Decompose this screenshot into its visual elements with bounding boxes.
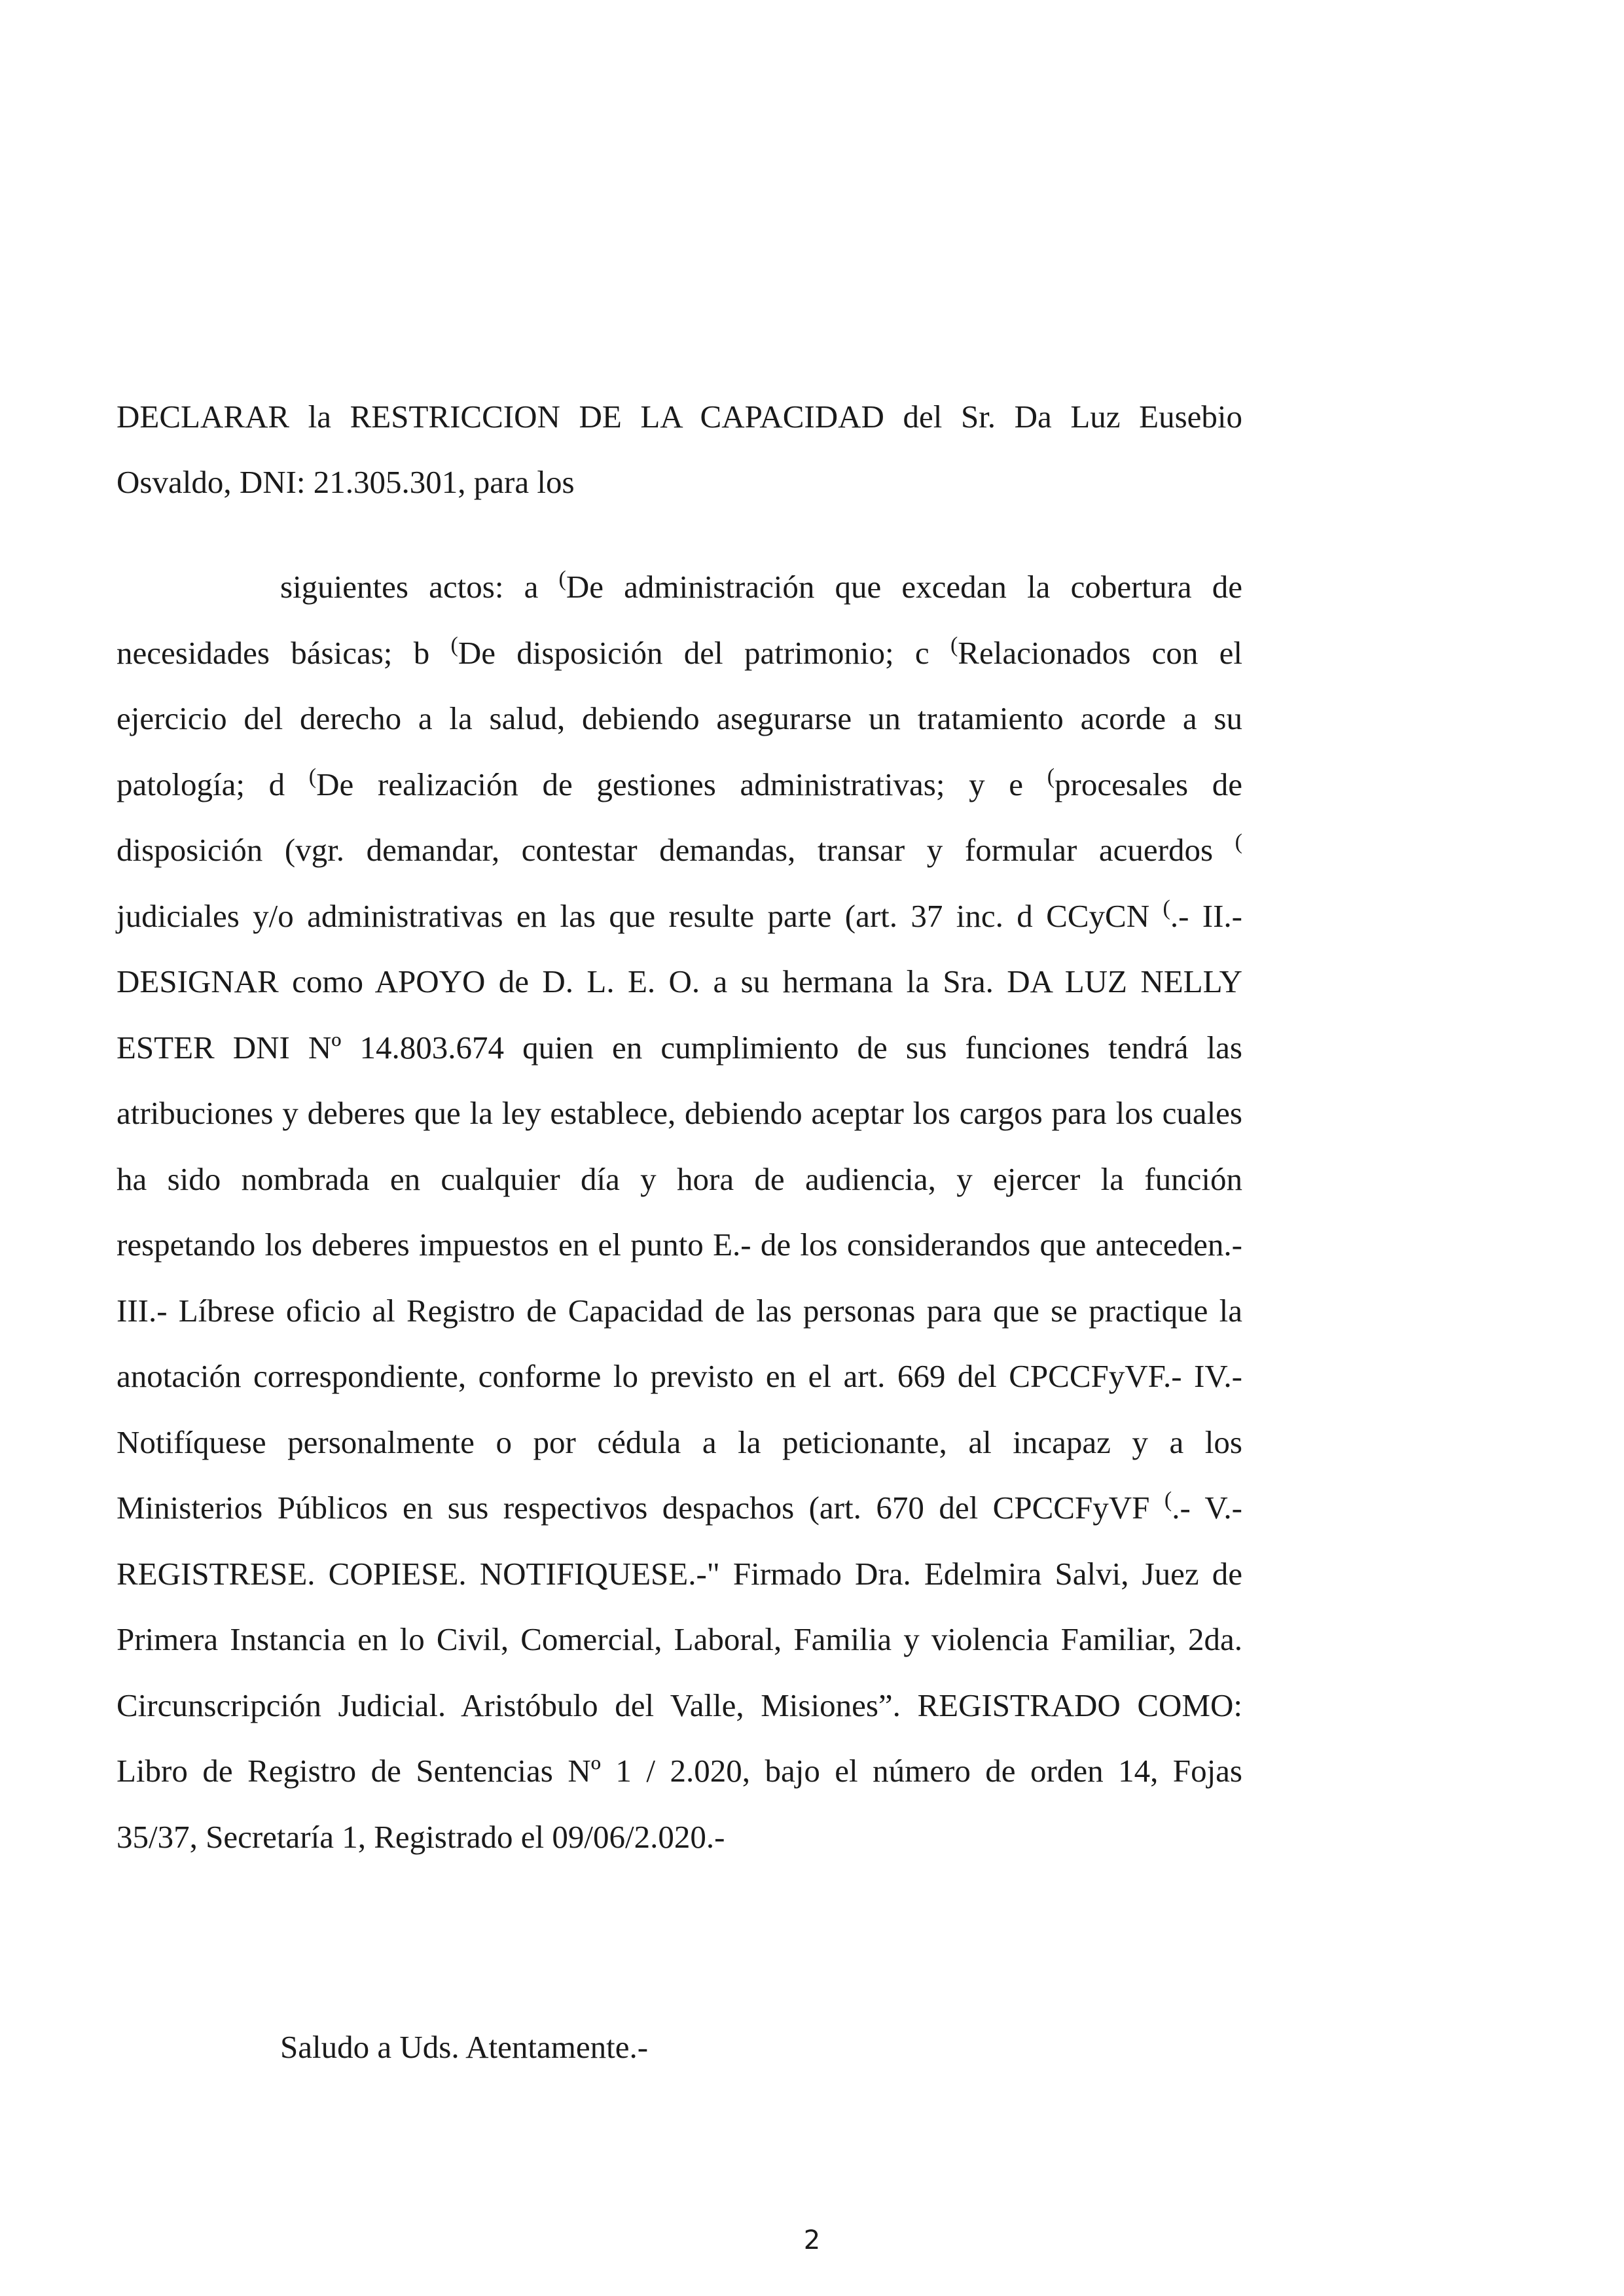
line-text: procesales de [1055, 766, 1243, 802]
line-text: Libro de Registro de Sentencias Nº 1 / 2.020, bajo el número de orden 14, Fojas [117, 1753, 1242, 1789]
line-text: REGISTRESE. COPIESE. NOTIFIQUESE.-" Firmado Dra. Edelmira Salvi, Juez de [117, 1556, 1242, 1592]
paragraph-line: DECLARAR la RESTRICCION DE LA CAPACIDAD del Sr. Da Luz Eusebio [117, 399, 1242, 435]
line-text: DESIGNAR como APOYO de D. L. E. O. a su hermana la Sra. DA LUZ NELLY [117, 963, 1242, 999]
line-text: Notifíquese personalmente o por cédula a la peticionante, al incapaz y a los [117, 1424, 1242, 1460]
line-text: siguientes actos: a [280, 569, 559, 605]
line-text: anotación correspondiente, conforme lo previsto en el art. 669 del CPCCFyVF.- IV.- [117, 1358, 1242, 1394]
line-text: judiciales y/o administrativas en las que resulte parte (art. 37 inc. d CCyCN [117, 898, 1163, 934]
line-text: De administración que excedan la cobertura de [566, 569, 1242, 605]
line-text: respetando los deberes impuestos en el punto E.- de los considerandos que anteceden.- [117, 1227, 1242, 1263]
paragraph-line [117, 1554, 1242, 1594]
line-text: ESTER DNI Nº 14.803.674 quien en cumplimiento de sus funciones tendrá las [117, 1030, 1242, 1066]
page-number: 2 [803, 2225, 821, 2255]
line-text: disposición (vgr. demandar, contestar demandas, transar y formular acuerdos [117, 832, 1235, 868]
paragraph-line [117, 765, 1242, 804]
paragraph-line [280, 567, 1242, 607]
paragraph-line [117, 1686, 1242, 1725]
paragraph-line [117, 1291, 1242, 1331]
line-text: De realización de gestiones administrativas; y e [316, 766, 1047, 802]
paren-mark: ( [950, 633, 958, 657]
paren-mark: ( [308, 764, 317, 789]
paragraph-line [117, 1620, 1242, 1659]
line-text: Primera Instancia en lo Civil, Comercial, Laboral, Familia y violencia Familiar, 2da. [117, 1621, 1242, 1657]
line-text: .- II.- [1170, 898, 1242, 934]
paragraph-line [117, 1028, 1242, 1067]
line-text: .- V.- [1172, 1490, 1242, 1526]
paragraph-line: Osvaldo, DNI: 21.305.301, para los [117, 464, 575, 500]
paragraph-line [117, 1423, 1242, 1462]
line-text: Relacionados con el [958, 635, 1242, 671]
line-text: Ministerios Públicos en sus respectivos despachos (art. 670 del CPCCFyVF [117, 1490, 1164, 1526]
line-text: 35/37, Secretaría 1, Registrado el 09/06/2.020.- [117, 1819, 725, 1855]
paragraph-line [117, 1751, 1242, 1791]
closing-salutation: Saludo a Uds. Atentamente.- [280, 2029, 649, 2065]
paren-mark: ( [1164, 1488, 1172, 1512]
paragraph-line [117, 897, 1242, 936]
paren-mark: ( [450, 633, 458, 657]
line-text: necesidades básicas; b [117, 635, 451, 671]
line-text: ejercicio del derecho a la salud, debiendo asegurarse un tratamiento acorde a su [117, 700, 1242, 736]
paren-mark: ( [1235, 830, 1242, 854]
line-text: atribuciones y deberes que la ley establece, debiendo aceptar los cargos para los cuales [117, 1095, 1242, 1131]
paragraph-line [117, 1357, 1242, 1396]
paragraph-line [117, 1160, 1242, 1199]
paragraph-line [117, 831, 1242, 870]
paragraph-line [117, 1488, 1242, 1528]
line-text: patología; d [117, 766, 309, 802]
paragraph-line [117, 1225, 1242, 1265]
paragraph-line [117, 1818, 1242, 1857]
paragraph-line [117, 962, 1242, 1001]
line-text: De disposición del patrimonio; c [458, 635, 950, 671]
line-text: ha sido nombrada en cualquier día y hora de audiencia, y ejercer la función [117, 1161, 1242, 1197]
paragraph-line [117, 1094, 1242, 1133]
paren-mark: ( [1047, 764, 1055, 789]
paragraph-line [117, 634, 1242, 673]
paragraph-line [117, 699, 1242, 738]
line-text: III.- Líbrese oficio al Registro de Capacidad de las personas para que se practique la [117, 1293, 1242, 1329]
paren-mark: ( [1163, 896, 1170, 920]
line-text: Circunscripción Judicial. Aristóbulo del Valle, Misiones”. REGISTRADO COMO: [117, 1687, 1242, 1723]
paren-mark: ( [558, 567, 566, 591]
